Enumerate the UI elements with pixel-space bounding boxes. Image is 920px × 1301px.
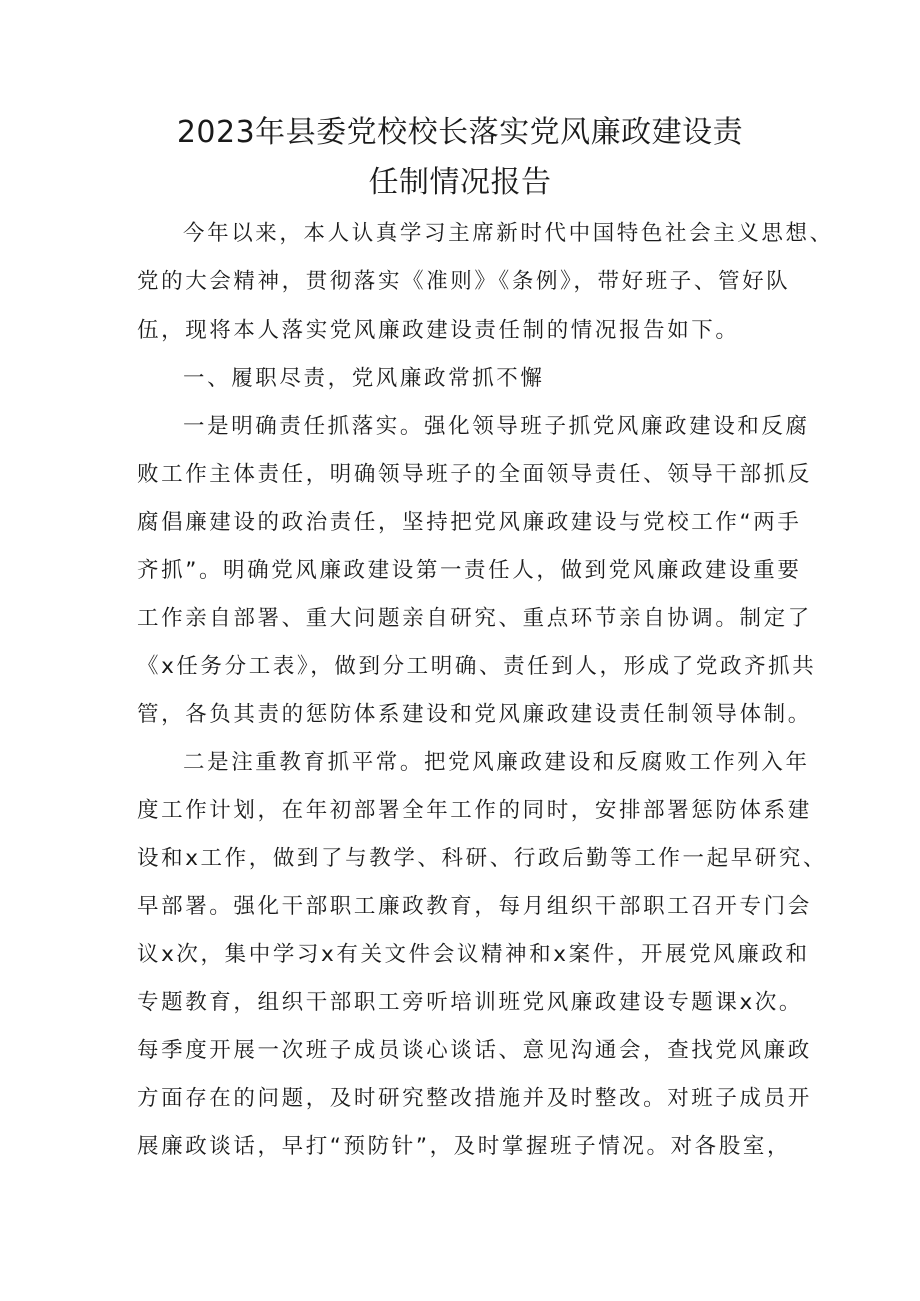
paragraph-line: 一是明确责任抓落实。强化领导班子抓党风廉政建设和反腐	[183, 414, 810, 439]
paragraph-line: 《x任务分工表》，做到分工明确、责任到人，形成了党政齐抓共	[137, 654, 817, 679]
paragraph-line: 每季度开展一次班子成员谈心谈话、意见沟通会，查找党风廉政	[137, 1038, 812, 1063]
paragraph-line: 二是注重教育抓平常。把党风廉政建设和反腐败工作列入年	[183, 750, 810, 775]
paragraph-line: 党的大会精神，贯彻落实《准则》《条例》，带好班子、管好队	[137, 269, 791, 294]
paragraph-line: 齐抓”。明确党风廉政建设第一责任人，做到党风廉政建设重要	[137, 558, 802, 583]
paragraph-line: 今年以来，本人认真学习主席新时代中国特色社会主义思想、	[183, 221, 834, 246]
paragraph-line: 设和x工作，做到了与教学、科研、行政后勤等工作一起早研究、	[137, 846, 828, 871]
paragraph-line: 议x次，集中学习x有关文件会议精神和x案件，开展党风廉政和	[137, 942, 810, 967]
section-heading: 一、履职尽责，党风廉政常抓不懈	[183, 366, 545, 391]
paragraph-line: 腐倡廉建设的政治责任，坚持把党风廉政建设与党校工作“两手	[137, 510, 802, 535]
paragraph-line: 败工作主体责任，明确领导班子的全面领导责任、领导干部抓反	[137, 462, 812, 487]
paragraph-line: 管，各负其责的惩防体系建设和党风廉政建设责任制领导体制。	[137, 702, 812, 727]
paragraph-line: 专题教育，组织干部职工旁听培训班党风廉政建设专题课x次。	[137, 990, 804, 1015]
paragraph-line: 工作亲自部署、重大问题亲自研究、重点环节亲自协调。制定了	[137, 606, 812, 631]
paragraph-line: 伍，现将本人落实党风廉政建设责任制的情况报告如下。	[137, 318, 740, 343]
paragraph-line: 早部署。强化干部职工廉政教育，每月组织干部职工召开专门会	[137, 894, 812, 919]
paragraph-line: 方面存在的问题，及时研究整改措施并及时整改。对班子成员开	[137, 1086, 812, 1111]
paragraph-line: 展廉政谈话，早打“预防针”，及时掌握班子情况。对各股室，	[137, 1134, 792, 1159]
document-title-line-1: 2023年县委党校校长落实党风廉政建设责	[176, 115, 744, 150]
document-title-line-2: 任制情况报告	[368, 165, 552, 200]
paragraph-line: 度工作计划，在年初部署全年工作的同时，安排部署惩防体系建	[137, 798, 812, 823]
